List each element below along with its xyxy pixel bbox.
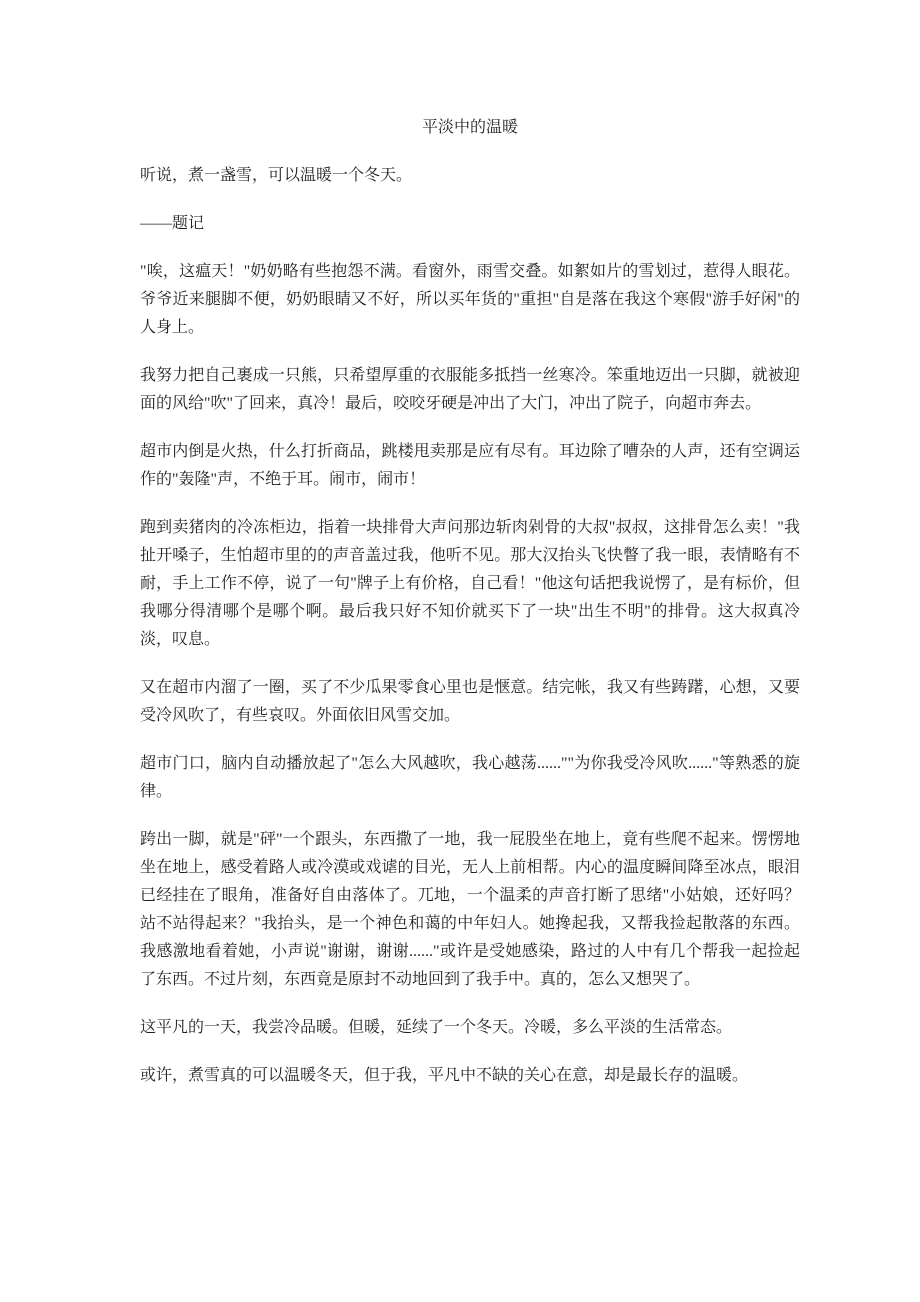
paragraph: 这平凡的一天，我尝冷品暖。但暖，延续了一个冬天。冷暖，多么平淡的生活常态。 xyxy=(140,1019,733,1036)
epigraph-quote: 听说，煮一盏雪，可以温暖一个冬天。 xyxy=(140,167,413,184)
epigraph-label: ——题记 xyxy=(140,215,205,232)
paragraph: 又在超市内溜了一圈，买了不少瓜果零食心里也是惬意。结完帐，我又有些踌躇，心想，又要受冷风吹了，有些哀叹。外面依旧风雪交加。 xyxy=(140,679,800,724)
paragraph: 超市内倒是火热，什么打折商品，跳楼甩卖那是应有尽有。耳边除了嘈杂的人声，还有空调运作的"轰隆"声，不绝于耳。闹市，闹市！ xyxy=(140,443,800,488)
paragraph: "唉，这瘟天！"奶奶略有些抱怨不满。看窗外，雨雪交叠。如絮如片的雪划过，惹得人眼花。爷爷近来腿脚不便，奶奶眼睛又不好，所以买年货的"重担"自是落在我这个寒假"游手好闲"的人身上。 xyxy=(140,263,800,336)
paragraph: 跑到卖猪肉的冷冻柜边，指着一块排骨大声问那边斩肉剁骨的大叔"叔叔，这排骨怎么卖！"我扯开嗓子，生怕超市里的的声音盖过我，他听不见。那大汉抬头飞快瞥了我一眼，表情略有不耐，手上工作不停，说了一句"牌子上有价格，自己看！"他这句话把我说愣了，是有标价，但我哪分得清哪个是哪个啊。最后我只好不知价就买下了一块"出生不明"的排骨。这大叔真冷淡，叹息。 xyxy=(140,519,800,648)
paragraph: 超市门口，脑内自动播放起了"怎么大风越吹，我心越荡......""为你我受冷风吹......"等熟悉的旋律。 xyxy=(140,755,800,800)
paragraph: 跨出一脚，就是"砰"一个跟头，东西撒了一地，我一屁股坐在地上，竟有些爬不起来。愣愣地坐在地上，感受着路人或冷漠或戏谑的目光，无人上前相帮。内心的温度瞬间降至冰点，眼泪已经挂在了眼角，准备好自由落体了。兀地，一个温柔的声音打断了思绪"小姑娘，还好吗？站不站得起来？"我抬头，是一个神色和蔼的中年妇人。她搀起我，又帮我捡起散落的东西。我感激地看着她，小声说"谢谢，谢谢......"或许是受她感染，路过的人中有几个帮我一起捡起了东西。不过片刻，东西竟是原封不动地回到了我手中。真的，怎么又想哭了。 xyxy=(140,831,800,988)
paragraph: 或许，煮雪真的可以温暖冬天，但于我，平凡中不缺的关心在意，却是最长存的温暖。 xyxy=(140,1067,749,1084)
paragraph: 我努力把自己裹成一只熊，只希望厚重的衣服能多抵挡一丝寒冷。笨重地迈出一只脚，就被迎面的风给"吹"了回来，真冷！最后，咬咬牙硬是冲出了大门，冲出了院子，向超市奔去。 xyxy=(140,367,800,412)
document-title: 平淡中的温暖 xyxy=(421,119,518,136)
